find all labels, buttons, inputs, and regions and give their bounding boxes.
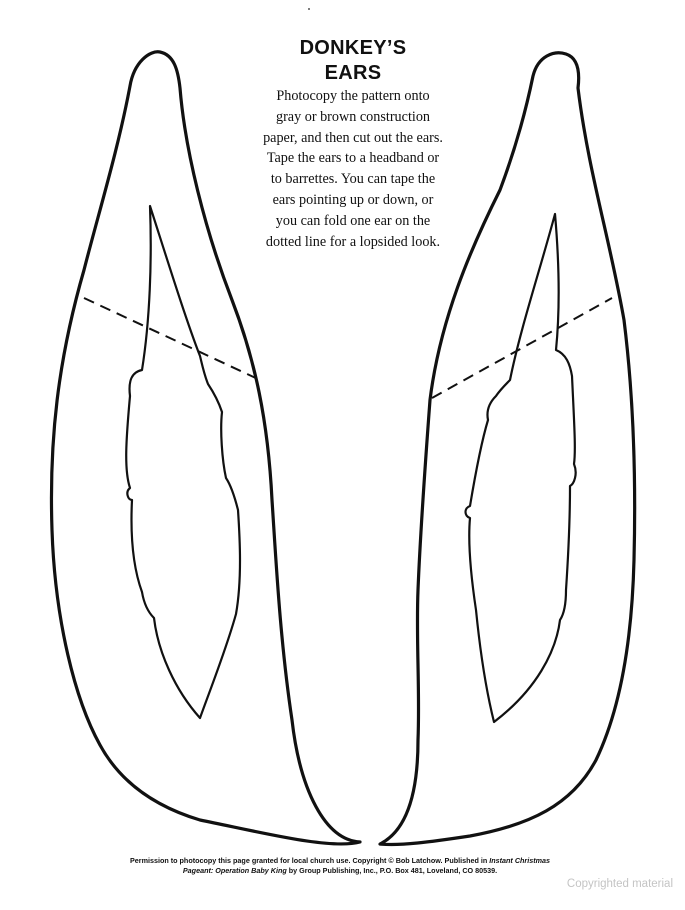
right-fold-line: [432, 298, 612, 398]
copyright-footer: [40, 856, 640, 876]
footer-line-1-italic: Instant Christmas: [489, 856, 550, 865]
right-ear-inner: [466, 214, 576, 722]
footer-line-1: [40, 856, 640, 866]
page-title: [260, 36, 446, 86]
title-line-2: EARS: [324, 62, 382, 84]
title-line-1: DONKEY’S: [299, 37, 407, 59]
left-fold-line: [84, 298, 260, 380]
left-ear-inner: [126, 206, 240, 718]
footer-line-2-text: by Group Publishing, Inc., P.O. Box 481, Loveland, CO 80539.: [286, 866, 498, 875]
footer-line-2-italic: Pageant: Operation Baby King: [182, 866, 287, 875]
instructions-text: Photocopy the pattern onto gray or brown construction paper, and then cut out the ears. Tape the ears to a headband or to barrettes. You can tape the ears pointing up or down, or you can fold one ear on the dotted line for a lopsided look.: [263, 88, 443, 250]
footer-line-2: [40, 866, 640, 876]
footer-line-1-text: Permission to photocopy this page granted for local church use. Copyright © Bob Latchow. Published in: [130, 856, 490, 865]
copyright-watermark: Copyrighted material: [566, 878, 673, 890]
